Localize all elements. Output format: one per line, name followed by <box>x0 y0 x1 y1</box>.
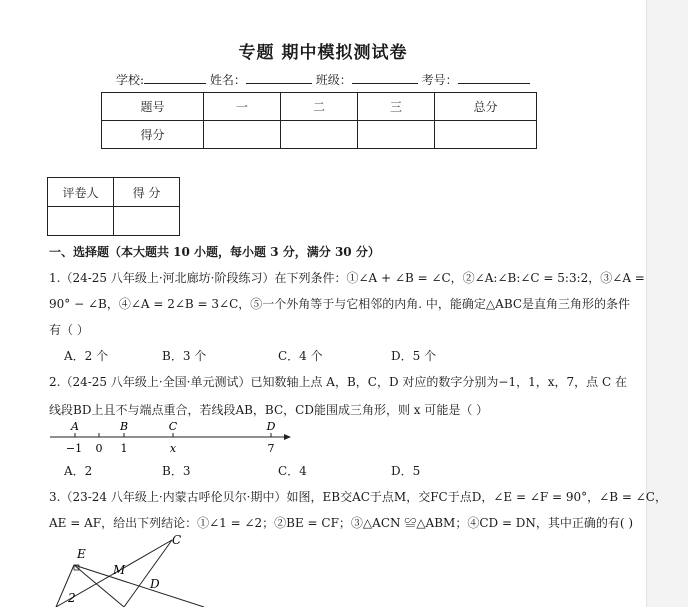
school-blank[interactable] <box>144 71 206 84</box>
score-cell[interactable] <box>358 121 435 149</box>
q2-option-a[interactable]: A．2 <box>64 464 93 478</box>
q1-option-b[interactable]: B．3 个 <box>162 349 207 363</box>
score-header-cell: 三 <box>358 93 435 121</box>
class-blank[interactable] <box>352 71 418 84</box>
axis-tick-label: 7 <box>267 442 275 455</box>
q2-option-d[interactable]: D．5 <box>391 464 421 478</box>
school-label: 学校: <box>116 73 145 87</box>
figure-label: M <box>113 563 126 577</box>
grader-header-cell: 评卷人 <box>48 178 114 207</box>
q1-line: 1.（24-25 八年级上·河北廊坊·阶段练习）在下列条件：①∠A + ∠B = ∠C，②∠A:∠B:∠C = 5:3:2，③∠A = <box>49 271 645 285</box>
score-label-cell: 得分 <box>102 121 204 149</box>
viewer-gutter <box>646 0 688 607</box>
name-label: 姓名： <box>209 73 246 87</box>
q1-option-d[interactable]: D．5 个 <box>391 349 437 363</box>
q1-option-a[interactable]: A．2 个 <box>64 349 109 363</box>
exam-number-blank[interactable] <box>458 71 530 84</box>
grader-header-cell: 得 分 <box>114 178 180 207</box>
q1-line: 90° − ∠B，④∠A = 2∠B = 3∠C，⑤一个外角等于与它相邻的内角. 中，能确定△ABC是直角三角形的条件 <box>49 297 631 311</box>
q2-line: 2.（24-25 八年级上·全国·单元测试）已知数轴上点 A，B，C，D 对应的数字分别为−1，1，x，7，点 C 在 <box>49 375 627 389</box>
score-cell[interactable] <box>281 121 358 149</box>
class-label: 班级： <box>315 73 352 87</box>
axis-tick-label: x <box>169 442 177 455</box>
figure-label: C <box>172 533 182 547</box>
score-header-cell: 二 <box>281 93 358 121</box>
figure-label: D <box>150 577 160 591</box>
name-blank[interactable] <box>246 71 312 84</box>
grader-table <box>47 177 180 236</box>
grader-cell[interactable] <box>48 207 114 236</box>
page-title: 专题 期中模拟测试卷 <box>238 43 408 63</box>
grader-cell[interactable] <box>114 207 180 236</box>
q1-option-c[interactable]: C．4 个 <box>278 349 323 363</box>
axis-tick-label: 1 <box>120 442 128 455</box>
axis-point-label: A <box>71 420 79 433</box>
axis-point-label: D <box>266 420 276 433</box>
q2-option-c[interactable]: C．4 <box>278 464 307 478</box>
score-table <box>101 92 537 149</box>
figure-label: E <box>77 547 86 561</box>
score-header-cell: 总分 <box>435 93 537 121</box>
score-header-cell: 一 <box>204 93 281 121</box>
axis-tick-label: −1 <box>65 442 83 455</box>
student-info-line <box>116 71 530 88</box>
figure-line <box>124 540 172 607</box>
q1-line: 有（ ） <box>49 323 89 337</box>
axis-point-label: C <box>168 420 178 433</box>
figure-label: 2 <box>68 591 76 605</box>
section-heading: 一、选择题（本大题共 10 小题，每小题 3 分，满分 30 分） <box>49 245 380 259</box>
q2-line: 线段BD上且不与端点重合，若线段AB，BC，CD能围成三角形，则 x 可能是（ ） <box>49 403 489 417</box>
score-header-cell: 题号 <box>102 93 204 121</box>
axis-tick-label: 0 <box>95 442 103 455</box>
q3-line: AE = AF，给出下列结论：①∠1 = ∠2；②BE = CF；③△ACN ≌△ABM；④CD = DN，其中正确的有( ) <box>49 516 634 530</box>
score-cell[interactable] <box>435 121 537 149</box>
score-cell[interactable] <box>204 121 281 149</box>
number-line-figure <box>44 416 304 458</box>
exam-number-label: 考号： <box>421 73 458 87</box>
number-line-arrow <box>284 434 291 440</box>
q2-option-b[interactable]: B．3 <box>162 464 191 478</box>
q3-line: 3.（23-24 八年级上·内蒙古呼伦贝尔·期中）如图，EB交AC于点M，交FC于点D，∠E = ∠F = 90°，∠B = ∠C， <box>49 490 667 504</box>
axis-point-label: B <box>119 420 129 433</box>
geometry-figure <box>44 530 224 607</box>
